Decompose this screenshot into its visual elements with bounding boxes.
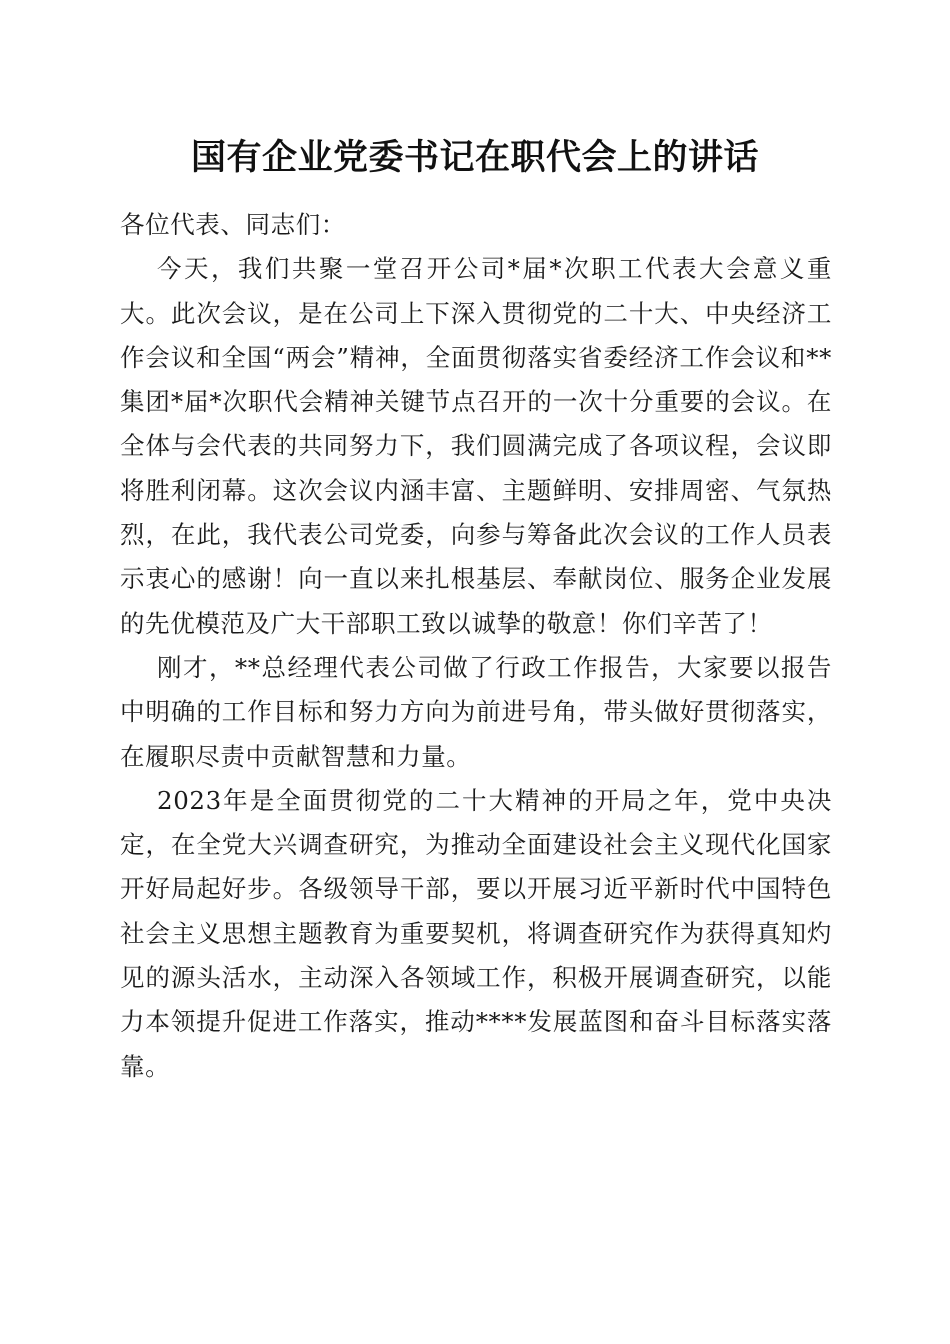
paragraph-report: 刚才，**总经理代表公司做了行政工作报告，大家要以报告中明确的工作目标和努力方向为前进号角，带头做好贯彻落实，在履职尽责中贡献智慧和力量。 (120, 652, 832, 771)
salutation: 各位代表、同志们： (120, 210, 346, 239)
document-title: 国有企业党委书记在职代会上的讲话 (190, 137, 759, 178)
paragraph-opening: 今天，我们共聚一堂召开公司*届*次职工代表大会意义重大。此次会议，是在公司上下深入贯彻党的二十大、中央经济工作会议和全国“两会”精神，全面贯彻落实省委经济工作会议和**集团*届*次职代会精神关键节点召开的一次十分重要的会议。在全体与会代表的共同努力下，我们圆满完成了各项议程，会议即将胜利闭幕。这次会议内涵丰富、主题鲜明、安排周密、气氛热烈，在此，我代表公司党委，向参与筹备此次会议的工作人员表示衷心的感谢！向一直以来扎根基层、奉献岗位、服务企业发展的先优模范及广大干部职工致以诚挚的敬意！你们辛苦了！ (120, 254, 832, 638)
document-body (120, 203, 832, 1089)
paragraph-research: 2023年是全面贯彻党的二十大精神的开局之年，党中央决定，在全党大兴调查研究，为推动全面建设社会主义现代化国家开好局起好步。各级领导干部，要以开展习近平新时代中国特色社会主义思想主题教育为重要契机，将调查研究作为获得真知灼见的源头活水，主动深入各领域工作，积极开展调查研究，以能力本领提升促进工作落实，推动****发展蓝图和奋斗目标落实落靠。 (120, 785, 832, 1081)
